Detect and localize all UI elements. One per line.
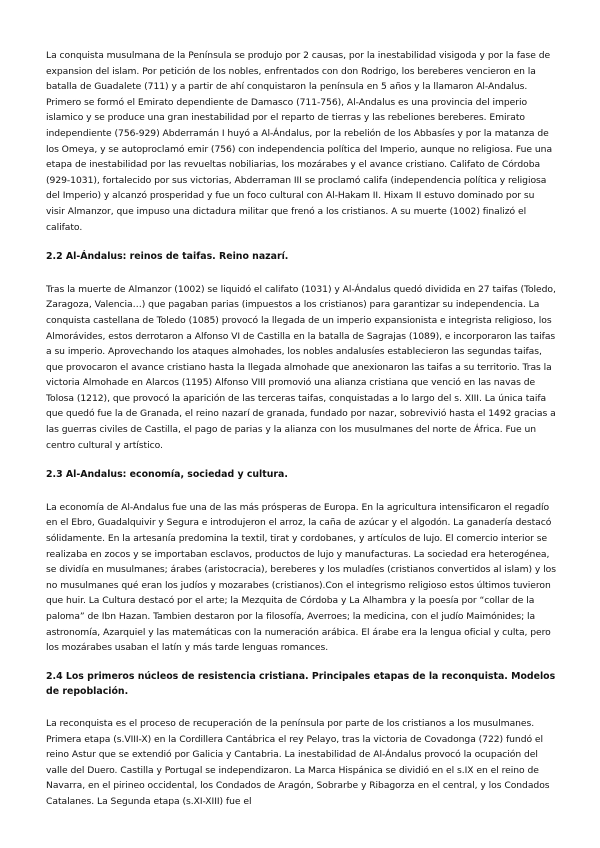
section-heading-2-3: 2.3 Al-Andalus: economía, sociedad y cultura. bbox=[46, 469, 288, 481]
section-heading-2-4: 2.4 Los primeros núcleos de resistencia cristiana. Principales etapas de la reconquista. Modelos de repoblación. bbox=[46, 670, 556, 698]
section-paragraph-2-2: Tras la muerte de Almanzor (1002) se liquidó el califato (1031) y Al-Ándalus quedó dividida en 27 taifas (Toledo, Zaragoza, Valencia…) que pagaban parias (impuestos a los cristianos) para garantizar su independencia. La conquista castellana de Toledo (1085) provocó la llegada de un imperio expansionista e integrista religioso, los Almorávides, estos derrotaron a Alfonso VI de Castilla en la batalla de Sagrajas (1089), e incorporaron las taifas a su imperio. Aprovechando los ataques almohades, los nobles andalusíes establecieron las segundas taifas, que provocaron el avance cristiano hasta la llegada almohade que anexionaron las taifas a su territorio. Tras la victoria Almohade en Alarcos (1195) Alfonso VIII promovió una alianza cristiana que venció en las navas de Tolosa (1212), que provocó la aparición de las terceras taifas, conquistadas a lo largo del s. XIII. La única taifa que quedó fue la de Granada, el reino nazarí de granada, fundado por nazar, sobrevivió hasta el 1492 gracias a las guerras civiles de Castilla, el pago de parias y la alianza con los musulmanes del norte de África. Fue un centro cultural y artístico. bbox=[46, 283, 556, 451]
section-paragraph-2-4: La reconquista es el proceso de recuperación de la península por parte de los cristianos a los musulmanes. Primera etapa (s.VIII-X) en la Cordillera Cantábrica el rey Pelayo, tras la victoria de Covadonga (722) fundó el reino Astur que se extendió por Galicia y Cantabria. La inestabilidad de Al-Ándalus provocó la ocupación del valle del Duero. Castilla y Portugal se independizaron. La Marca Hispánica se dividió en el s.IX en el reino de Navarra, en el pirineo occidental, los Condados de Aragón, Sobrarbe y Ribagorza en el central, y los Condados Catalanes. La Segunda etapa (s.XI-XIII) fue el bbox=[46, 717, 550, 807]
section-paragraph-2-3: La economía de Al-Andalus fue una de las más prósperas de Europa. En la agricultura intensificaron el regadío en el Ebro, Guadalquivir y Segura e introdujeron el arroz, la caña de azúcar y el algodón. La ganadería destacó sólidamente. En la artesanía predomina la textil, tirat y cordobanes, y artículos de lujo. El comercio interior se realizaba en zocos y se importaban esclavos, productos de lujo y manufacturas. La sociedad era heterogénea, se dividía en musulmanes; árabes (aristocracia), bereberes y los muladíes (cristianos convertidos al islam) y los no musulmanes qué eran los judíos y mozarabes (cristianos).Con el integrismo religioso estos últimos tuvieron que huir. La Cultura destacó por el arte; la Mezquita de Córdoba y La Alhambra y la poesía por “collar de la paloma” de Ibn Hazan. Tambien destaron por la filosofía, Averroes; la medicina, con el judío Maimónides; la astronomía, Azarquiel y las matemáticas con la numeración arábica. El árabe era la lengua oficial y culta, pero los mozárabes usaban el latín y más tarde lenguas romances. bbox=[46, 501, 556, 654]
section-heading-2-2: 2.2 Al-Ándalus: reinos de taifas. Reino nazarí. bbox=[46, 251, 289, 263]
document-page bbox=[46, 48, 556, 810]
intro-paragraph: La conquista musulmana de la Península se produjo por 2 causas, por la inestabilidad visigoda y por la fase de expansion del islam. Por petición de los nobles, enfrentados con don Rodrigo, los bereberes vencieron en la batalla de Guadalete (711) y a partir de ahí conquistaron la península en 5 años y la llamaron Al-Andalus. Primero se formó el Emirato dependiente de Damasco (711-756), Al-Andalus es una provincia del imperio islamico y se produce una gran inestabilidad por el reparto de tierras y las rebeliones bereberes. Emirato independiente (756-929) Abderramán I huyó a Al-Ándalus, por la rebelión de los Abbasíes y por la matanza de los Omeya, y se autoproclamó emir (756) con independencia política del Imperio, aunque no religiosa. Fue una etapa de inestabilidad por las revueltas nobiliarias, los mozárabes y el avance cristiano. Califato de Córdoba (929-1031), fortalecido por sus victorias, Abderraman III se proclamó califa (independencia política y religiosa del Imperio) y alcanzó prosperidad y fue un foco cultural con Al-Hakam II. Hixam II estuvo dominado por su visir Almanzor, que impuso una dictadura militar que frenó a los cristianos. A su muerte (1002) finalizó el califato. bbox=[46, 50, 553, 233]
